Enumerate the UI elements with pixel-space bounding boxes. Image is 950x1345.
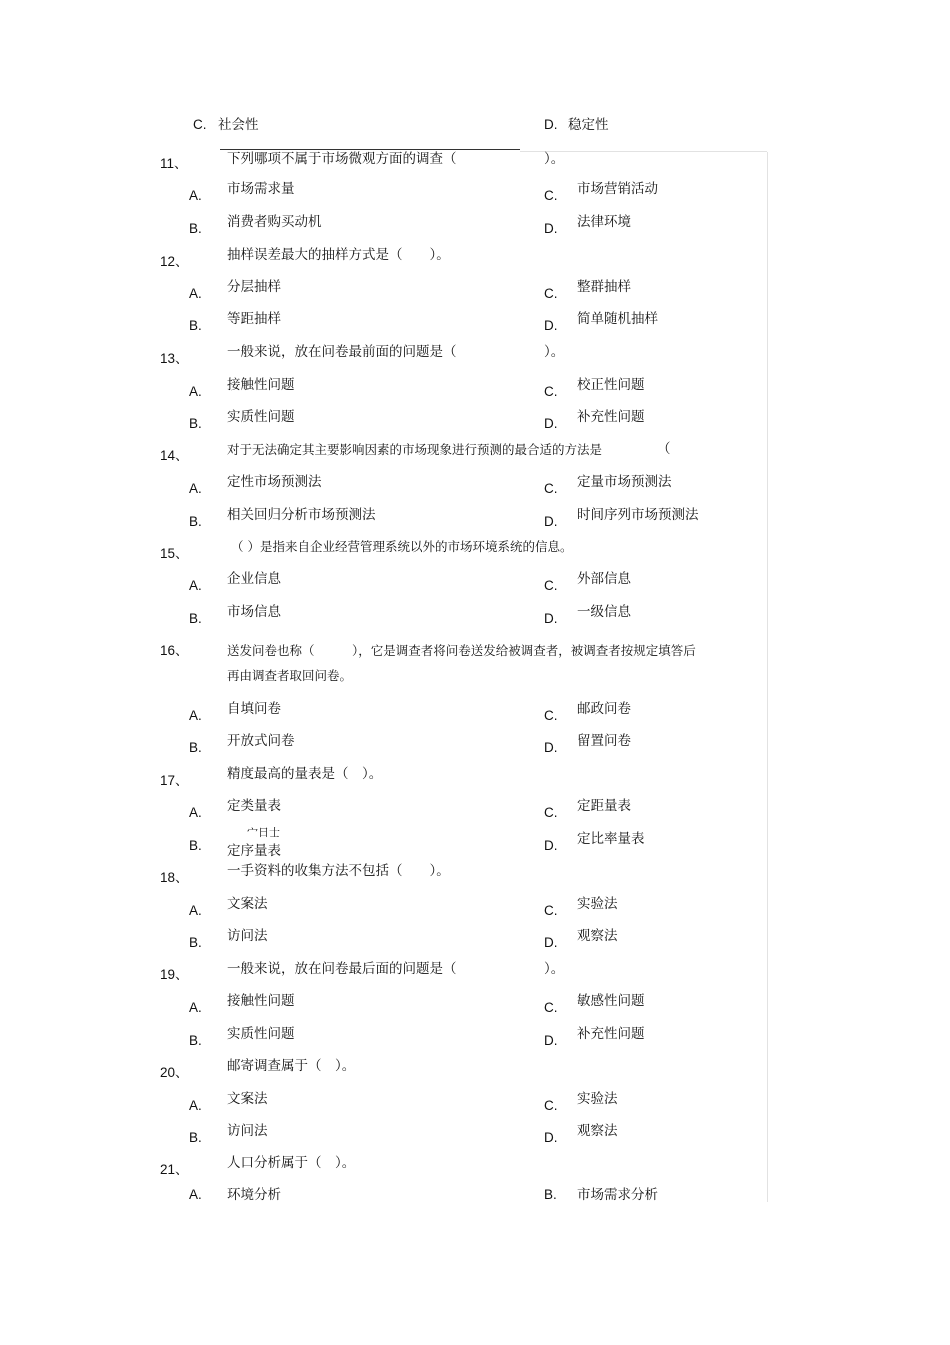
- option-label-d: D.: [544, 221, 558, 236]
- option-d: 补充性问题: [577, 1026, 645, 1042]
- question-number: 15、: [160, 546, 189, 561]
- option-b: 相关回归分析市场预测法: [227, 507, 376, 523]
- question-stem: 邮寄调查属于（ ）。: [227, 1058, 356, 1074]
- question-number: 14、: [160, 448, 189, 463]
- option-label-a: A.: [189, 903, 202, 918]
- question-number: 17、: [160, 773, 189, 788]
- option-label-b: B.: [189, 1130, 202, 1145]
- option-label-d: D.: [544, 611, 558, 626]
- page-border-right: [767, 152, 768, 1202]
- option-label-a: A.: [189, 481, 202, 496]
- question-stem: 人口分析属于（ ）。: [227, 1155, 356, 1171]
- option-label-c: C.: [544, 1000, 558, 1015]
- option-label-a: A.: [189, 384, 202, 399]
- question-stem: 精度最高的量表是（ ）。: [227, 766, 383, 782]
- option-b: 市场需求分析: [577, 1187, 658, 1203]
- option-label-d: D.: [544, 416, 558, 431]
- option-label-d: D.: [544, 935, 558, 950]
- option-c: 市场营销活动: [577, 181, 658, 197]
- option-b: 访问法: [227, 928, 268, 944]
- option-text-c: 社会性: [218, 117, 259, 133]
- question-number: 12、: [160, 254, 189, 269]
- option-c: 校正性问题: [577, 377, 645, 393]
- option-text-d: 稳定性: [568, 117, 609, 133]
- option-label-c: C.: [544, 481, 558, 496]
- question-number: 19、: [160, 967, 189, 982]
- option-label-c: C.: [544, 805, 558, 820]
- ocr-artifact-text: 宀日士: [247, 826, 280, 839]
- option-label-b: B.: [189, 935, 202, 950]
- option-c: 邮政问卷: [577, 701, 631, 717]
- option-b: 定序量表: [227, 843, 281, 859]
- question-stem: 一般来说，放在问卷最前面的问题是（: [227, 344, 457, 360]
- option-d: 定比率量表: [577, 831, 645, 847]
- underline-rule: [220, 149, 520, 150]
- option-d: 简单随机抽样: [577, 311, 658, 327]
- option-c: 敏感性问题: [577, 993, 645, 1009]
- option-label-c: C.: [193, 117, 207, 132]
- option-d: 补充性问题: [577, 409, 645, 425]
- option-label-d: D.: [544, 1130, 558, 1145]
- option-label-c: C.: [544, 903, 558, 918]
- question-stem: 抽样误差最大的抽样方式是（ ）。: [227, 247, 450, 263]
- option-label-a: A.: [189, 1098, 202, 1113]
- option-label-b: B.: [189, 416, 202, 431]
- option-a: 定类量表: [227, 798, 281, 814]
- option-a: 接触性问题: [227, 993, 295, 1009]
- option-label-a: A.: [189, 188, 202, 203]
- option-label-b: B.: [189, 221, 202, 236]
- option-a: 自填问卷: [227, 701, 281, 717]
- question-close: ）。: [544, 961, 565, 977]
- option-d: 时间序列市场预测法: [577, 507, 699, 523]
- option-b: 实质性问题: [227, 409, 295, 425]
- option-c: 定量市场预测法: [577, 474, 672, 490]
- option-label-b: B.: [544, 1187, 557, 1202]
- option-c: 整群抽样: [577, 279, 631, 295]
- option-a: 环境分析: [227, 1187, 281, 1203]
- option-label-c: C.: [544, 708, 558, 723]
- option-d: 观察法: [577, 928, 618, 944]
- option-label-c: C.: [544, 188, 558, 203]
- question-number: 16、: [160, 643, 189, 658]
- option-a: 文案法: [227, 1091, 268, 1107]
- option-a: 定性市场预测法: [227, 474, 322, 490]
- option-b: 消费者购买动机: [227, 214, 322, 230]
- question-number: 21、: [160, 1162, 189, 1177]
- option-label-c: C.: [544, 286, 558, 301]
- option-label-c: C.: [544, 578, 558, 593]
- option-label-a: A.: [189, 1000, 202, 1015]
- option-d: 观察法: [577, 1123, 618, 1139]
- option-b: 实质性问题: [227, 1026, 295, 1042]
- option-label-a: A.: [189, 1187, 202, 1202]
- question-number: 13、: [160, 351, 189, 366]
- question-stem: 一般来说，放在问卷最后面的问题是（: [227, 961, 457, 977]
- option-a: 文案法: [227, 896, 268, 912]
- option-d: 留置问卷: [577, 733, 631, 749]
- option-label-a: A.: [189, 708, 202, 723]
- question-number: 18、: [160, 870, 189, 885]
- option-label-d: D.: [544, 318, 558, 333]
- option-label-b: B.: [189, 611, 202, 626]
- option-label-d: D.: [544, 514, 558, 529]
- option-label-d: D.: [544, 1033, 558, 1048]
- question-close: ）。: [544, 151, 565, 167]
- option-label-b: B.: [189, 740, 202, 755]
- question-stem: 下列哪项不属于市场微观方面的调查（: [227, 151, 457, 167]
- question-stem: （ ）是指来自企业经营管理系统以外的市场环境系统的信息。: [231, 539, 573, 554]
- option-d: 一级信息: [577, 604, 631, 620]
- option-c: 外部信息: [577, 571, 631, 587]
- option-label-b: B.: [189, 318, 202, 333]
- question-number: 20、: [160, 1065, 189, 1080]
- question-number: 11、: [160, 156, 188, 171]
- option-c: 实验法: [577, 896, 618, 912]
- option-label-b: B.: [189, 1033, 202, 1048]
- option-label-a: A.: [189, 578, 202, 593]
- question-stem-continued: 再由调查者取回问卷。: [227, 668, 353, 683]
- option-label-a: A.: [189, 805, 202, 820]
- option-b: 访问法: [227, 1123, 268, 1139]
- option-label-d: D.: [544, 740, 558, 755]
- option-a: 分层抽样: [227, 279, 281, 295]
- option-b: 等距抽样: [227, 311, 281, 327]
- question-close: （: [657, 441, 671, 457]
- option-a: 市场需求量: [227, 181, 295, 197]
- option-label-b: B.: [189, 514, 202, 529]
- option-label-d: D.: [544, 117, 558, 132]
- option-c: 实验法: [577, 1091, 618, 1107]
- option-label-a: A.: [189, 286, 202, 301]
- question-stem: 送发问卷也称（ ），它是调查者将问卷送发给被调查者，被调查者按规定填答后: [227, 643, 696, 658]
- option-a: 接触性问题: [227, 377, 295, 393]
- option-d: 法律环境: [577, 214, 631, 230]
- option-b: 开放式问卷: [227, 733, 295, 749]
- option-c: 定距量表: [577, 798, 631, 814]
- option-label-b: B.: [189, 838, 202, 853]
- question-stem: 对于无法确定其主要影响因素的市场现象进行预测的最合适的方法是: [227, 442, 603, 457]
- question-stem: 一手资料的收集方法不包括（ ）。: [227, 863, 450, 879]
- option-a: 企业信息: [227, 571, 281, 587]
- option-label-c: C.: [544, 384, 558, 399]
- question-close: ）。: [544, 344, 565, 360]
- option-label-d: D.: [544, 838, 558, 853]
- option-label-c: C.: [544, 1098, 558, 1113]
- option-b: 市场信息: [227, 604, 281, 620]
